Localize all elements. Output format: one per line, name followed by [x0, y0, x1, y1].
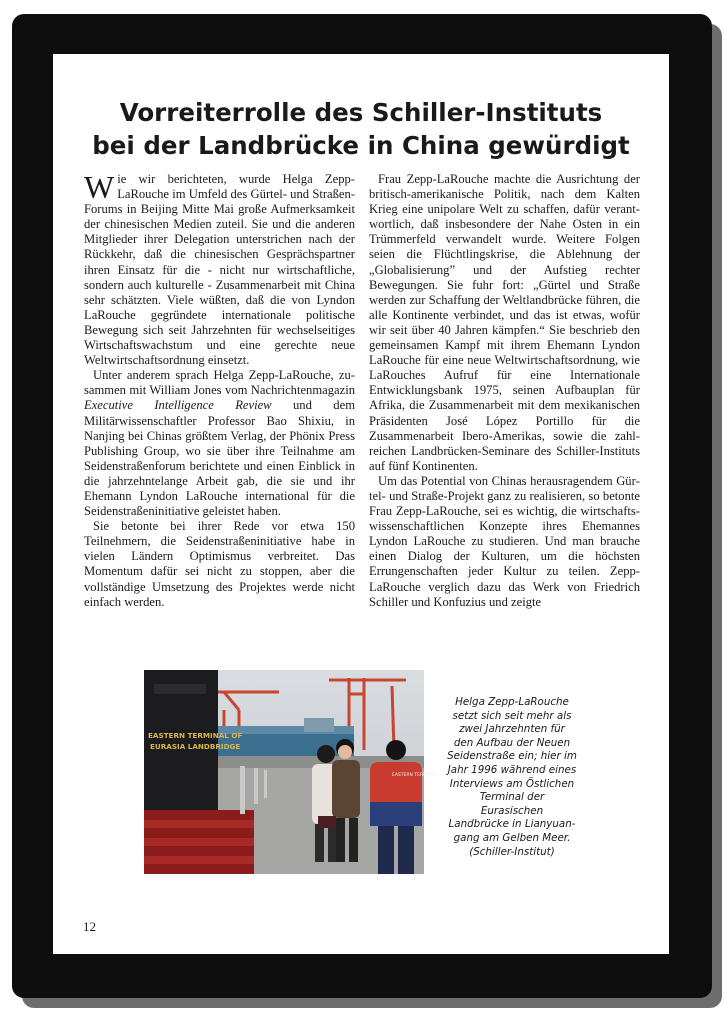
caption-line: gang am Gelben Meer. — [453, 831, 571, 844]
page-number: 12 — [83, 919, 96, 934]
caption-line: (Schiller-Institut) — [469, 845, 555, 858]
paragraph-4: Frau Zepp-LaRouche machte die Ausrichtung der britisch-amerikanische Politik, nach dem Kalten Krieg eine unipolare Welt zu schaffen, dafür verantwortlich, daß insbesondere der Nahe Osten in ein Trümmerfeld verwandelt wurde. Weitere Folgen seien die Flüchtlingskrise, die Ablehnung der „Globalisierung” und der Aufstieg rechter Bewegungen. Sie fuhr fort: „Gürtel und Straße werden zur Schaffung der Weltlandbrücke führen, die alle Kontinente verbindet, und das ist etwas, wofür wir seit über 40 Jahren kämpfen.“ Sie beschrieb den gemeinsamen Kampf mit ihrem Ehemann Lyndon LaRouche für eine neue Weltwirtschaftsordnung, wie LaRouches Aufruf für eine Internationale Entwicklungsbank 1975, seinen Aufbauplan für Afrika, die Zusammenarbeit mit dem mexikanischen Präsidenten José López Portillo für die Zusammenarbeit Ibero-Amerikas, sowie die zahlreichen Landbrücken-Seminare des Schiller-Instituts auf fünf Kontinenten. — [369, 172, 640, 473]
text-column-left — [84, 169, 355, 610]
sign-line-2: EURASIA LANDBRIDGE — [150, 742, 241, 751]
title-line-2: bei der Landbrücke in China gewürdigt — [92, 131, 630, 160]
caption-line: Landbrücke in Lianyuan- — [448, 818, 576, 831]
text-column-right — [369, 172, 640, 610]
paragraph-2-italic: Executive Intelligence Review — [84, 398, 272, 413]
jacket-text: EASTERN TERMINAL — [392, 773, 438, 778]
caption-line: Helga Zepp-LaRouche — [455, 696, 569, 708]
photo-caption — [447, 696, 577, 859]
paragraph-1 — [84, 169, 355, 368]
caption-line: setzt sich seit mehr als — [452, 709, 572, 722]
photo-landbridge-terminal — [144, 670, 438, 874]
caption-line: Seidenstraße ein; hier im — [447, 750, 577, 763]
paragraph-2-a: Unter anderem sprach Helga Zepp-LaRouche, zusammen mit William Jones vom Nachrichtenmagazin — [84, 368, 355, 398]
paragraph-1-text: ie wir berichteten, wurde Helga Zepp-LaRouche im Umfeld des Gürtel- und Straßen-Forums in Beijing Mitte Mai große Aufmerksamkeit der chinesischen Medien zuteil. Sie und die anderen Mitglieder ihrer Delegation unterstrichen nach der Rückkehr, daß die chinesischen Gesprächspartner ihren Einsatz für die - nicht nur wirtschaftliche, sondern auch kulturelle - Zusammenarbeit mit China sehr schätzten. Viele wüßten, daß die von Lyndon LaRouche gegründete internationale politische Bewegung sich seit Jahrzehnten für wechselseitiges Wirtschaftswachstum und eine gerechte neue Weltwirtschaftsordnung einsetzt. — [84, 172, 355, 368]
paragraph-2 — [84, 368, 355, 519]
photo-illustration — [144, 670, 438, 874]
paragraph-2-b: und dem Militärwissenschaftler Professor Bao Shixiu, in Nanjing bei Chinas größtem Verlag, der Phönix Press Publishing Group, wo sie über ihre Teilnahme am Seidenstraßenforum berichtete und einen Einblick in die jahrzehntelange Arbeit gab, die sie und ihr Ehemann Lyndon LaRouche international für die Seidenstraßeninitiative geleistet haben. — [84, 398, 355, 519]
paragraph-5: Um das Potential von Chinas herausragendem Gürtel- und Straße-Projekt ganz zu realisieren, so betonte Frau Zepp-LaRouche, sei es wichtig, die wirtschaftswissenschaftlichen Konzepte ihres Ehemannes Lyndon LaRouche zu studieren. Und man brauche einen Dialog der Kulturen, um die höchsten Errungenschaften jeder Kultur zu teilen. Zepp-LaRouche verglich dazu das Werk von Friedrich Schiller und Konfuzius und zeigte — [369, 473, 640, 609]
sign-line-1: EASTERN TERMINAL OF — [148, 731, 243, 740]
caption-line: Terminal der Eurasischen — [479, 791, 545, 817]
caption-line: Interviews am Östlichen — [449, 777, 575, 790]
caption-line: Jahr 1996 während eines — [447, 763, 577, 776]
caption-line: den Aufbau der Neuen — [453, 736, 571, 749]
caption-line: zwei Jahrzehnten für — [459, 723, 565, 736]
magazine-page — [53, 54, 669, 954]
title-line-1: Vorreiterrolle des Schiller-Instituts — [119, 98, 603, 127]
drop-cap: W — [84, 169, 115, 205]
article-title — [53, 96, 669, 162]
paragraph-3: Sie betonte bei ihrer Rede vor etwa 150 Teilnehmern, die Seidenstraßeninitiative habe in vielen Ländern Optimismus verbreitet. Das Momentum dafür sei nicht zu stoppen, aber die vollständige Umsetzung des Projektes werde nicht einfach werden. — [84, 519, 355, 609]
